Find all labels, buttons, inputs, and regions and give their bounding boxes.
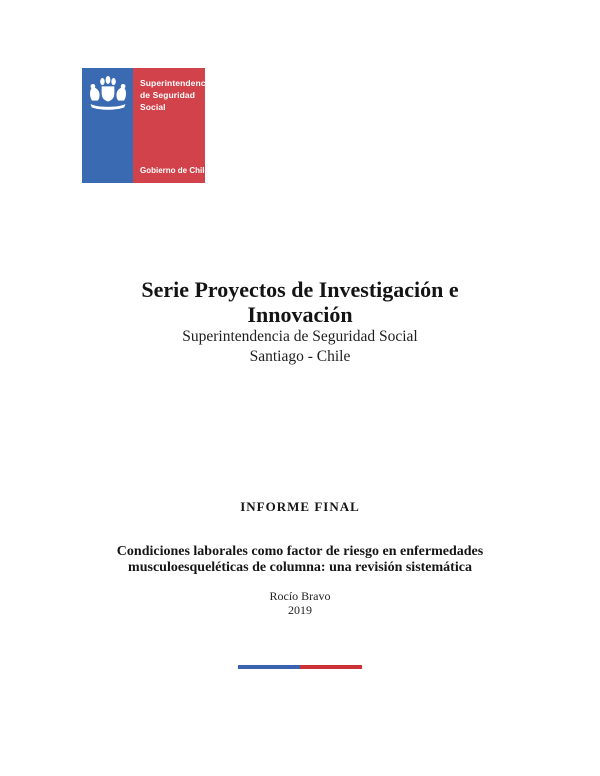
logo-org-line: de Seguridad	[140, 90, 196, 100]
series-title-block	[0, 277, 600, 367]
footer-bar-red-segment	[300, 665, 362, 669]
logo-government-label: Gobierno de Chile	[140, 166, 209, 175]
publication-year: 2019	[288, 603, 312, 617]
project-title	[0, 544, 600, 575]
institution-subtitle: Superintendencia de Seguridad Social	[182, 328, 418, 345]
byline	[0, 589, 600, 617]
logo-org-name	[140, 77, 213, 113]
logo-org-line: Superintendencia	[140, 78, 213, 88]
logo-blue-panel	[82, 68, 133, 183]
logo-red-panel	[133, 68, 213, 183]
logo-org-line: Social	[140, 102, 166, 112]
location-subtitle: Santiago - Chile	[249, 348, 351, 365]
series-title-line: Serie Proyectos de Investigación e	[141, 277, 459, 302]
footer-bar-blue-segment	[238, 665, 300, 669]
project-title-line: musculoesqueléticas de columna: una revisión sistemática	[128, 559, 472, 575]
chile-coat-of-arms-icon	[87, 76, 129, 111]
author-name: Rocío Bravo	[269, 589, 331, 603]
report-heading: INFORME FINAL	[240, 499, 360, 514]
footer-flag-bar	[238, 665, 362, 669]
series-title-line: Innovación	[247, 302, 353, 327]
project-title-line: Condiciones laborales como factor de riesgo en enfermedades	[116, 544, 484, 559]
sso-logo	[82, 68, 213, 183]
series-title	[0, 277, 600, 327]
